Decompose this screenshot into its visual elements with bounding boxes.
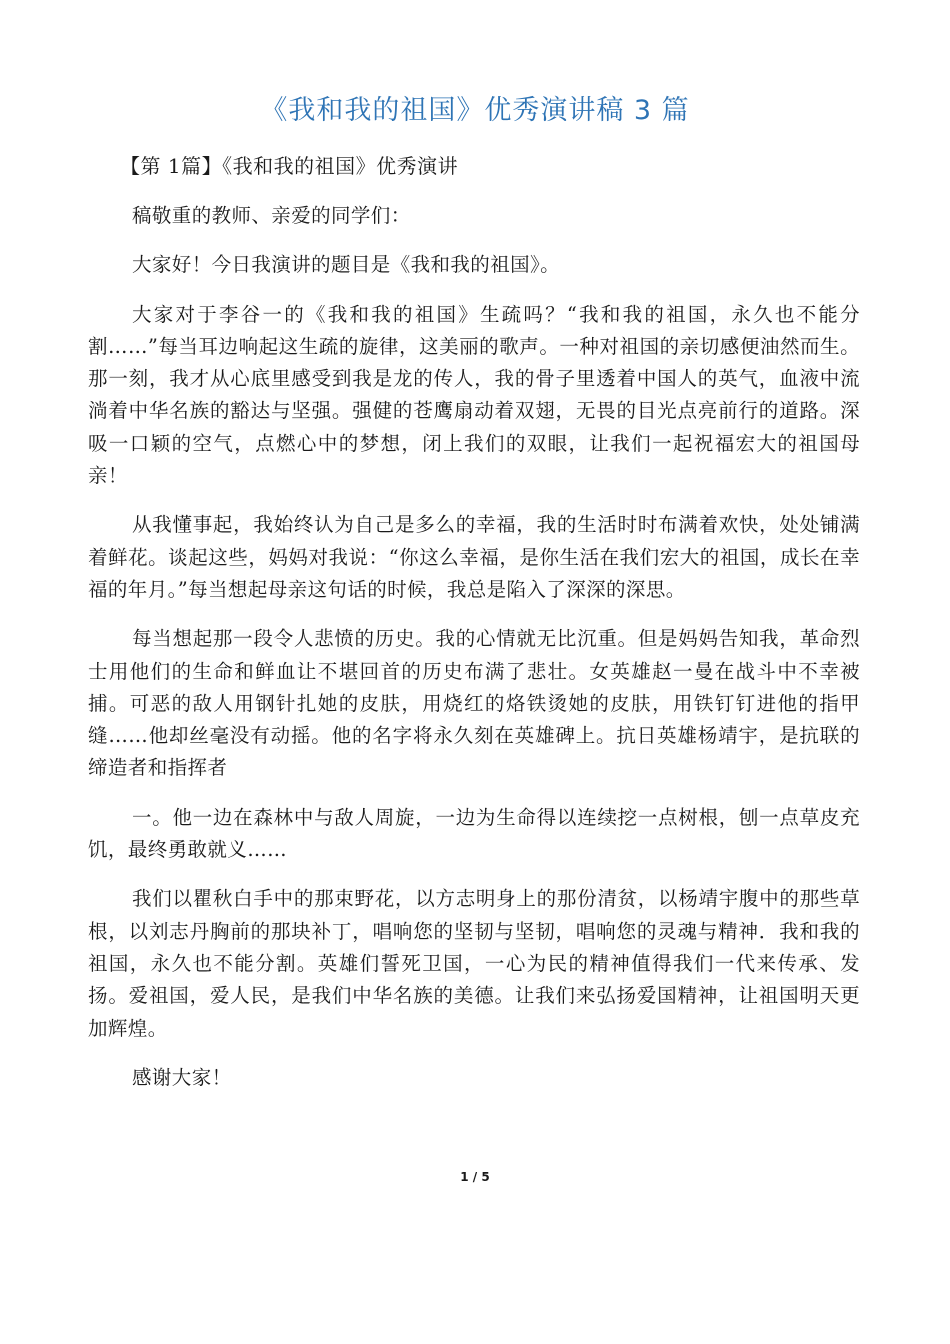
paragraph-salutation: 稿敬重的教师、亲爱的同学们： xyxy=(132,204,411,227)
page-number: 1 / 5 xyxy=(460,1170,490,1184)
document-title: 《我和我的祖国》优秀演讲稿 3 篇 xyxy=(260,95,690,126)
paragraph-greeting: 大家好！今日我演讲的题目是《我和我的祖国》。 xyxy=(132,253,561,277)
paragraph: 大家对于李谷一的《我和我的祖国》生疏吗？“我和我的祖国，永久也不能分割……”每当耳边响起这生疏的旋律，这美丽的歌声。一种对祖国的亲切感便油然而生。那一刻，我才从心底里感受到我是龙的传人，我的骨子里透着中国人的英气，血液中流淌着中华名族的豁达与坚强。强健的苍鹰扇动着双翅，无畏的目光点亮前行的道路。深吸一口颖的空气，点燃心中的梦想，闭上我们的双眼，让我们一起祝福宏大的祖国母亲！ xyxy=(88,302,860,488)
section-heading: 【第 1篇】《我和我的祖国》优秀演讲 xyxy=(120,154,459,178)
document-body xyxy=(88,200,860,1111)
paragraph: 从我懂事起，我始终认为自己是多么的幸福，我的生活时时布满着欢快，处处铺满着鲜花。谈起这些，妈妈对我说：“你这么幸福，是你生活在我们宏大的祖国，成长在幸福的年月。”每当想起母亲这句话的时候，我总是陷入了深深的深思。 xyxy=(88,513,860,601)
paragraph-closing: 感谢大家！ xyxy=(132,1065,232,1089)
paragraph: 我们以瞿秋白手中的那束野花，以方志明身上的那份清贫，以杨靖宇腹中的那些草根，以刘志丹胸前的那块补丁，唱响您的坚韧与坚韧，唱响您的灵魂与精神．我和我的祖国，永久也不能分割。英雄们誓死卫国，一心为民的精神值得我们一代来传承、发扬。爱祖国，爱人民，是我们中华名族的美德。让我们来弘扬爱国精神，让祖国明天更加辉煌。 xyxy=(88,887,860,1040)
paragraph: 每当想起那一段令人悲愤的历史。我的心情就无比沉重。但是妈妈告知我，革命烈士用他们的生命和鲜血让不堪回首的历史布满了悲壮。女英雄赵一曼在战斗中不幸被捕。可恶的敌人用钢针扎她的皮肤，用烧红的烙铁烫她的皮肤，用铁钉钉进他的指甲缝……他却丝毫没有动摇。他的名字将永久刻在英雄碑上。抗日英雄杨靖宇，是抗联的缔造者和指挥者 xyxy=(88,627,860,780)
paragraph: 一。他一边在森林中与敌人周旋，一边为生命得以连续挖一点树根，刨一点草皮充饥，最终勇敢就义…… xyxy=(88,805,860,862)
